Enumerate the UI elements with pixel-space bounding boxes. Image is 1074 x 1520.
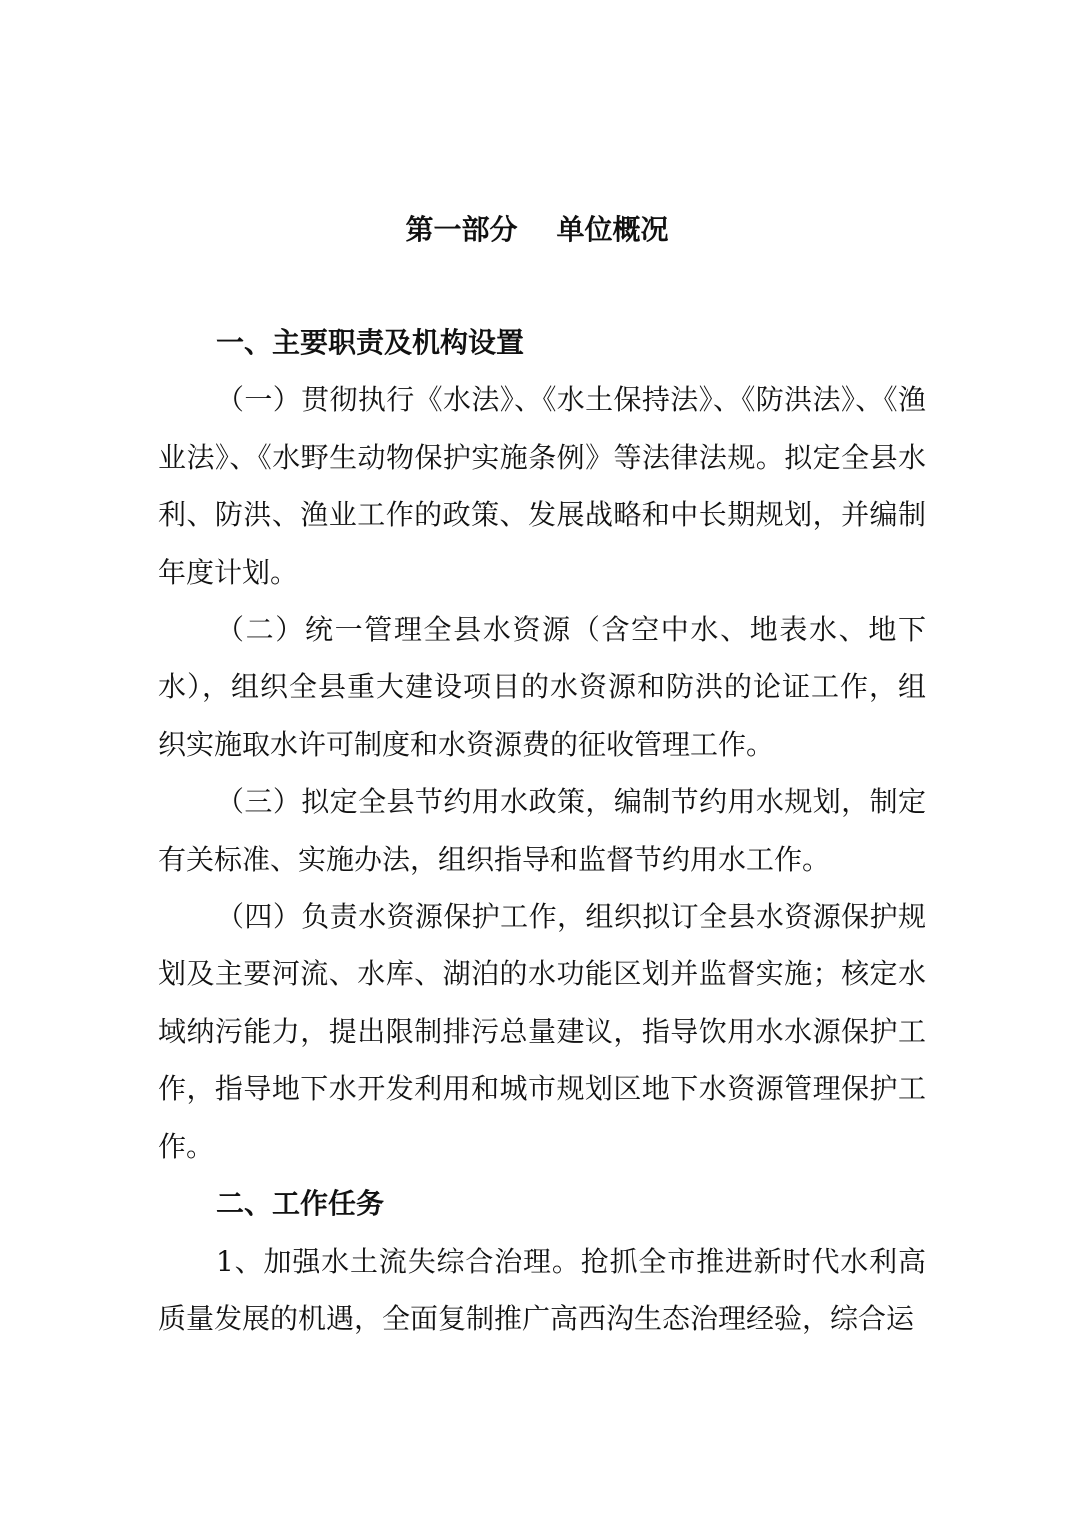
section-heading-tasks: 二、工作任务 — [216, 1187, 385, 1221]
paragraph-duty-3: （三）拟定全县节约用水政策，编制节约用水规划，制定有关标准、实施办法，组织指导和监督节约用水工作。 — [158, 785, 926, 876]
paragraph-duty-4: （四）负责水资源保护工作，组织拟订全县水资源保护规划及主要河流、水库、湖泊的水功能区划并监督实施；核定水域纳污能力，提出限制排污总量建议，指导饮用水水源保护工作，指导地下水开发利用和城市规划区地下水资源管理保护工作。 — [158, 900, 926, 1163]
paragraph-duty-2: （二）统一管理全县水资源（含空中水、地表水、地下水），组织全县重大建设项目的水资源和防洪的论证工作，组织实施取水许可制度和水资源费的征收管理工作。 — [158, 613, 926, 761]
document-body — [158, 314, 926, 1347]
paragraph-duty-1: （一）贯彻执行《水法》、《水土保持法》、《防洪法》、《渔业法》、《水野生动物保护实施条例》等法律法规。拟定全县水利、防洪、渔业工作的政策、发展战略和中长期规划，并编制年度计划。 — [158, 383, 926, 589]
paragraph-task-1: 1、加强水土流失综合治理。抢抓全市推进新时代水利高质量发展的机遇，全面复制推广高西沟生态治理经验，综合运 — [158, 1244, 926, 1335]
section-heading-responsibilities: 一、主要职责及机构设置 — [216, 326, 525, 359]
page-title: 第一部分 单位概况 — [405, 213, 669, 246]
